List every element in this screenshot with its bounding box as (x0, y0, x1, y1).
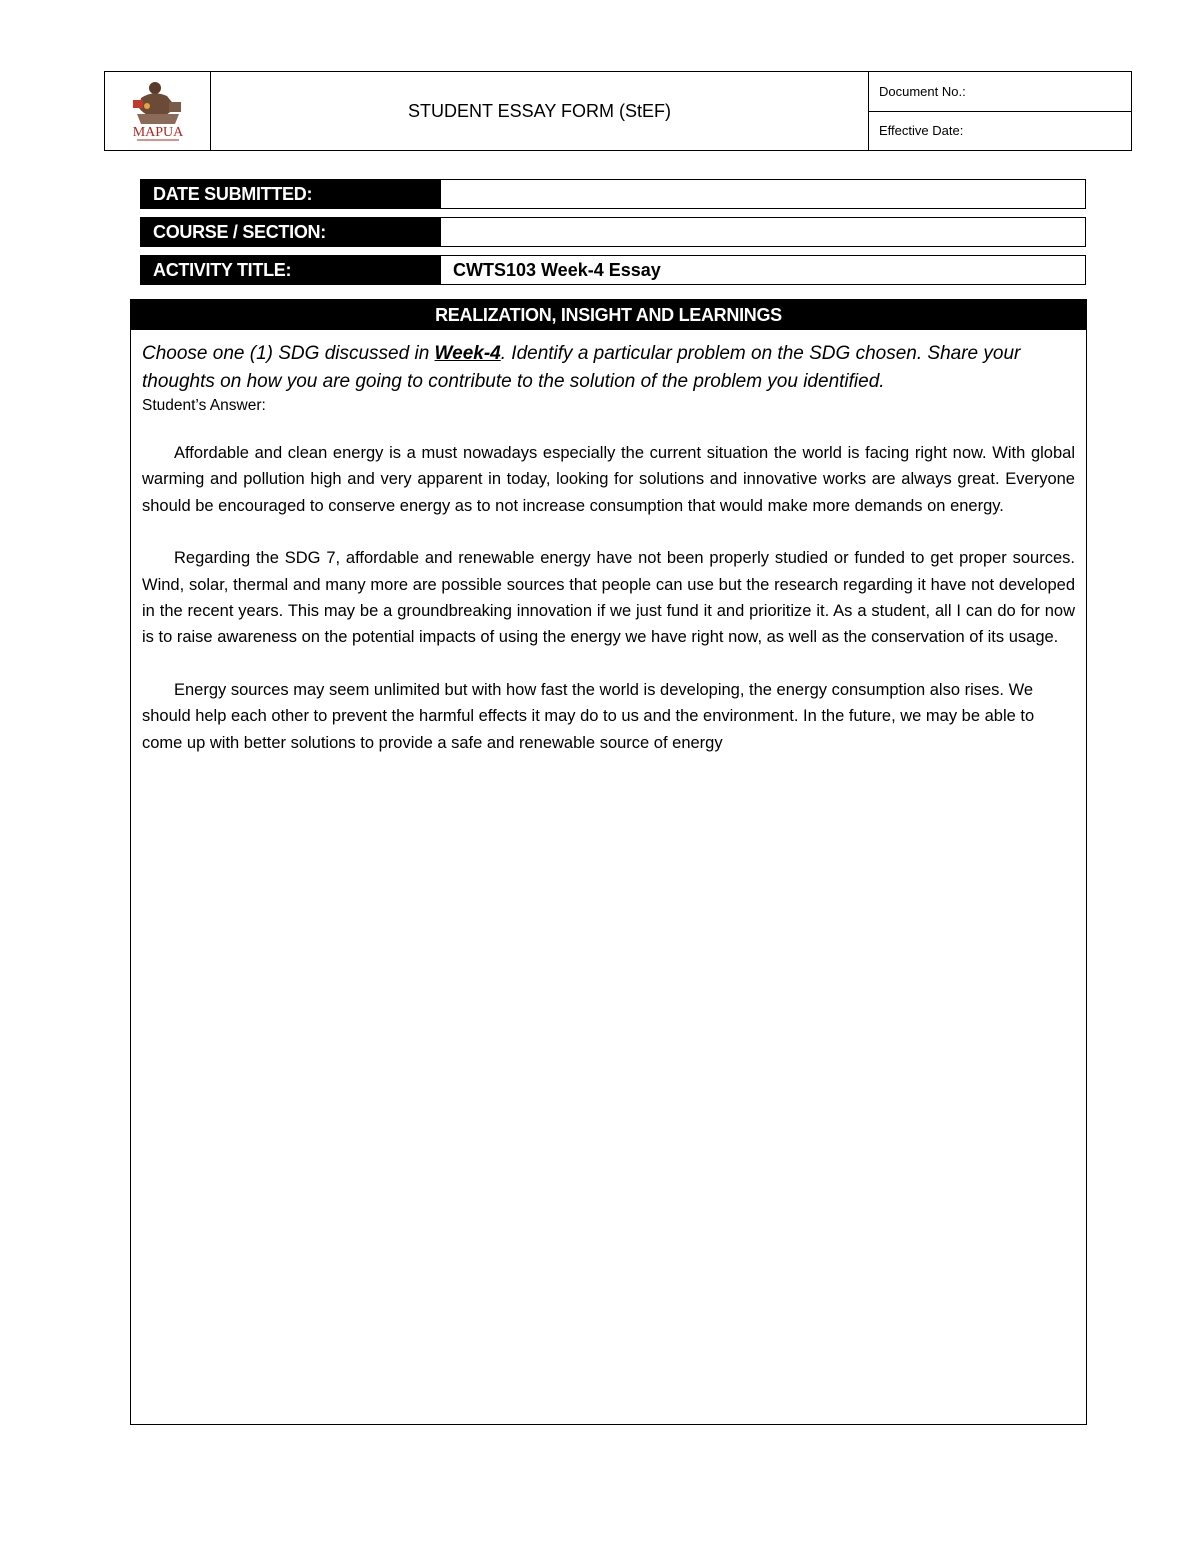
activity-title-row (140, 255, 1086, 285)
week-4-link[interactable]: Week-4 (434, 343, 501, 364)
date-submitted-field[interactable] (441, 180, 1085, 208)
activity-title-label: ACTIVITY TITLE: (141, 256, 441, 284)
course-section-field[interactable] (441, 218, 1085, 246)
essay-body (131, 330, 1086, 756)
form-header (104, 71, 1132, 151)
document-meta (869, 72, 1131, 150)
course-section-row (140, 217, 1086, 247)
effective-date-label: Effective Date: (879, 123, 964, 139)
mapua-logo-icon (123, 76, 193, 146)
date-submitted-row (140, 179, 1086, 209)
form-title: STUDENT ESSAY FORM (StEF) (211, 72, 869, 150)
essay-prompt (142, 340, 1075, 396)
prompt-text-before: Choose one (1) SDG discussed in (142, 343, 435, 364)
date-submitted-label: DATE SUBMITTED: (141, 180, 441, 208)
answer-paragraph-3: Energy sources may seem unlimited but with how fast the world is developing, the energy consumption also rises. We should help each other to prevent the harmful effects it may do to us and the environment. In the future, we may be able to come up with better solutions to provide a safe and renewable source of energy (142, 680, 1035, 752)
svg-text:MAPUA: MAPUA (132, 125, 183, 140)
essay-section (130, 299, 1087, 1425)
section-title: REALIZATION, INSIGHT AND LEARNINGS (131, 300, 1086, 330)
answer-label: Student’s Answer: (142, 397, 266, 414)
course-section-label: COURSE / SECTION: (141, 218, 441, 246)
activity-title-field[interactable]: CWTS103 Week-4 Essay (453, 259, 661, 280)
prompt-text-after: . Identify a particular problem on the SDG chosen. Share your thoughts on how you are going to contribute to the solution of the problem you identified. (142, 343, 1021, 392)
answer-paragraph-1: Affordable and clean energy is a must nowadays especially the current situation the world is facing right now. With global warming and pollution high and very apparent in today, looking for solutions and innovative works are always great. Everyone should be encouraged to conserve energy as to not increase consumption that would make more demands on energy. (142, 444, 1075, 515)
document-no-label: Document No.: (869, 72, 1131, 112)
mapua-logo (105, 72, 211, 150)
answer-paragraph-2: Regarding the SDG 7, affordable and renewable energy have not been properly studied or funded to get proper sources. Wind, solar, thermal and many more are possible sources that people can use but the research regarding it have not developed in the recent years. This may be a groundbreaking innovation if we just fund it and prioritize it. As a student, all I can do for now is to raise awareness on the potential impacts of using the energy we have right now, as well as the conservation of its usage. (142, 549, 1075, 647)
